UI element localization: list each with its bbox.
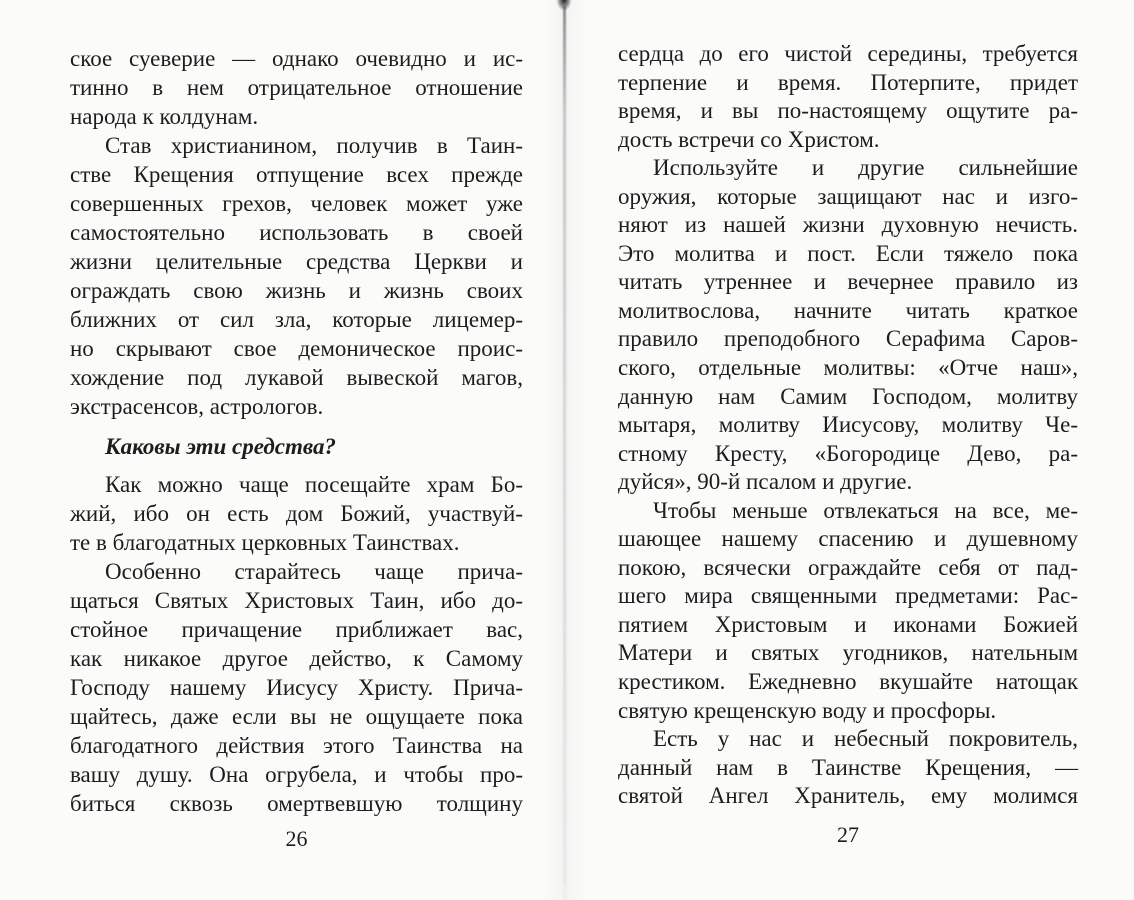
text-line: совершенных грехов, человек может уже [70, 191, 523, 216]
text-line: читать утреннее и вечернее правило из [618, 269, 1078, 295]
section-heading: Каковы эти средства? [105, 434, 337, 459]
text-line: мытаря, молитву Иисусову, молитву Че- [618, 412, 1078, 438]
text-line: правило преподобного Серафима Саров- [618, 326, 1078, 352]
text-line: хождение под лукавой вывеской магов, [70, 365, 523, 390]
text-line: Это молитва и пост. Если тяжело пока [618, 240, 1078, 266]
text-line: стве Крещения отпущение всех прежде [70, 162, 523, 187]
text-line: те в благодатных церковных Таинствах. [70, 530, 460, 555]
text-line: жизни целительные средства Церкви и [70, 249, 523, 274]
text-line: данную нам Самим Господом, молитву [618, 383, 1078, 409]
text-line: Как можно чаще посещайте храм Бо- [105, 472, 523, 497]
text-line: но скрывают свое демоническое проис- [70, 336, 523, 361]
text-line: Есть у нас и небесный покровитель, [653, 726, 1078, 752]
text-line: Господу нашему Иисусу Христу. Прича- [70, 675, 523, 700]
text-line: благодатного действия этого Таинства на [70, 733, 523, 758]
page-right-number: 27 [837, 822, 859, 847]
text-line: тинно в нем отрицательное отношение [70, 75, 523, 100]
text-line: святую крещенскую воду и просфоры. [618, 697, 997, 723]
text-line: стному Кресту, «Богородице Дево, ра- [618, 440, 1078, 466]
text-line: сердца до его чистой середины, требуется [618, 41, 1078, 66]
text-line: биться сквозь омертвевшую толщину [70, 791, 523, 816]
text-line: ограждать свою жизнь и жизнь своих [70, 278, 523, 303]
text-line: святой Ангел Хранитель, ему молимся [618, 783, 1078, 809]
page-right-text-column [618, 40, 1078, 811]
text-line: терпение и время. Потерпите, придет [618, 69, 1078, 95]
text-line: няют из нашей жизни духовную нечисть. [618, 212, 1078, 238]
text-line: Став христианином, получив в Таин- [105, 133, 523, 158]
text-line: как никакое другое действо, к Самому [70, 646, 523, 671]
text-line: время, и вы по-настоящему ощутите ра- [618, 98, 1078, 124]
text-line: вашу душу. Она огрубела, и чтобы про- [70, 762, 523, 787]
text-line: данный нам в Таинстве Крещения, — [618, 754, 1078, 780]
text-line: шающее нашему спасению и душевному [618, 526, 1078, 552]
text-line: щаться Святых Христовых Таин, ибо до- [70, 588, 523, 613]
page-left-number: 26 [285, 826, 308, 851]
text-line: дость встречи со Христом. [618, 126, 880, 152]
text-line: ское суеверие — однако очевидно и ис- [70, 46, 523, 71]
text-line: щайтесь, даже если вы не ощущаете пока [70, 704, 523, 729]
text-line: молитвослова, начните читать краткое [618, 297, 1078, 323]
page-left-text-column [70, 44, 523, 818]
text-line: экстрасенсов, астрологов. [70, 394, 324, 419]
text-line: Особенно старайтесь чаще прича- [105, 559, 523, 584]
text-line: крестиком. Ежедневно вкушайте натощак [618, 669, 1078, 695]
text-line: покою, всячески ограждайте себя от пад- [618, 554, 1078, 580]
text-line: дуйся», 90-й псалом и другие. [618, 469, 913, 495]
text-line: пятием Христовым и иконами Божией [618, 611, 1078, 637]
text-line: самостоятельно использовать в своей [70, 220, 523, 245]
book-spine-top-shadow [555, 0, 573, 14]
text-line: ближних от сил зла, которые лицемер- [70, 307, 523, 332]
text-line: оружия, которые защищают нас и изго- [618, 183, 1078, 209]
book-spine-crease [563, 6, 566, 886]
text-line: ского, отдельные молитвы: «Отче наш», [618, 355, 1078, 381]
text-line: жий, ибо он есть дом Божий, участвуй- [70, 501, 523, 526]
text-line: Матери и святых угодников, нательным [618, 640, 1078, 666]
book-gutter-shade [540, 0, 590, 900]
text-line: шего мира священными предметами: Рас- [618, 583, 1078, 609]
text-line: народа к колдунам. [70, 104, 259, 129]
text-line: стойное причащение приближает вас, [70, 617, 523, 642]
text-line: Используйте и другие сильнейшие [653, 155, 1078, 181]
text-line: Чтобы меньше отвлекаться на все, ме- [653, 497, 1078, 523]
